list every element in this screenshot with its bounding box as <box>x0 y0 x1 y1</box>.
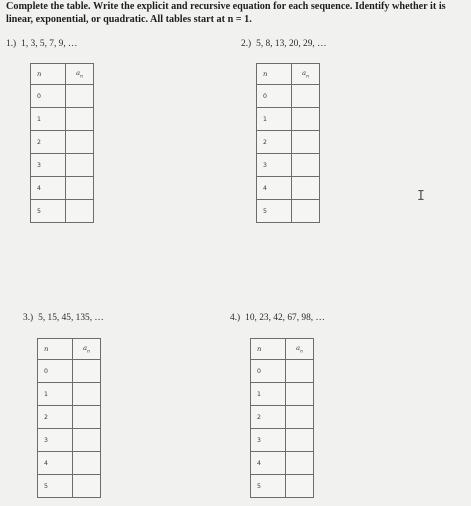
problem-3-table <box>37 338 101 498</box>
answer-cell[interactable] <box>66 131 94 154</box>
problem-sequence: 1, 3, 5, 7, 9, … <box>21 39 78 49</box>
answer-cell[interactable] <box>292 85 320 108</box>
answer-cell[interactable] <box>73 360 101 383</box>
row-n: 1 <box>31 108 66 131</box>
row-n: 2 <box>257 131 292 154</box>
row-n: 1 <box>257 108 292 131</box>
answer-cell[interactable] <box>66 108 94 131</box>
row-n: 4 <box>251 452 286 475</box>
answer-cell[interactable] <box>286 383 314 406</box>
answer-cell[interactable] <box>292 200 320 223</box>
answer-cell[interactable] <box>73 383 101 406</box>
row-n: 2 <box>38 406 73 429</box>
header-an: $a_n$ <box>73 339 101 360</box>
problem-1-table <box>30 63 94 223</box>
row-n: 3 <box>251 429 286 452</box>
row-n: 0 <box>251 360 286 383</box>
problem-number: 2.) <box>241 39 252 49</box>
row-n: 3 <box>31 154 66 177</box>
answer-cell[interactable] <box>73 452 101 475</box>
problem-2-label <box>241 39 326 49</box>
row-n: 5 <box>251 475 286 498</box>
answer-cell[interactable] <box>286 475 314 498</box>
answer-cell[interactable] <box>292 154 320 177</box>
problem-sequence: 5, 8, 13, 20, 29, … <box>256 39 327 49</box>
text-cursor-icon: I <box>417 189 425 204</box>
answer-cell[interactable] <box>286 429 314 452</box>
answer-cell[interactable] <box>292 131 320 154</box>
problem-3-label <box>23 313 104 323</box>
answer-cell[interactable] <box>73 429 101 452</box>
row-n: 2 <box>31 131 66 154</box>
answer-cell[interactable] <box>73 406 101 429</box>
header-n: n <box>251 339 286 360</box>
header-an: $a_n$ <box>292 64 320 85</box>
answer-cell[interactable] <box>66 154 94 177</box>
problem-number: 4.) <box>230 313 241 323</box>
answer-cell[interactable] <box>292 108 320 131</box>
row-n: 1 <box>38 383 73 406</box>
problem-4-table <box>250 338 314 498</box>
answer-cell[interactable] <box>66 200 94 223</box>
header-n: n <box>257 64 292 85</box>
row-n: 2 <box>251 406 286 429</box>
row-n: 5 <box>38 475 73 498</box>
problem-1-label <box>6 39 77 49</box>
problem-sequence: 5, 15, 45, 135, … <box>38 313 104 323</box>
header-an: $a_n$ <box>66 64 94 85</box>
row-n: 4 <box>31 177 66 200</box>
answer-cell[interactable] <box>286 452 314 475</box>
answer-cell[interactable] <box>66 85 94 108</box>
header-n: n <box>38 339 73 360</box>
problem-number: 3.) <box>23 313 34 323</box>
row-n: 5 <box>257 200 292 223</box>
answer-cell[interactable] <box>66 177 94 200</box>
problem-4-label <box>230 313 325 323</box>
row-n: 3 <box>257 154 292 177</box>
answer-cell[interactable] <box>292 177 320 200</box>
instructions: Complete the table. Write the explicit and recursive equation for each sequence. Identify whether it is linear, exponential, or quadratic. All tables start at n = 1. <box>6 1 446 25</box>
problem-sequence: 10, 23, 42, 67, 98, … <box>245 313 325 323</box>
problem-2-table <box>256 63 320 223</box>
problem-number: 1.) <box>6 39 17 49</box>
row-n: 0 <box>38 360 73 383</box>
row-n: 4 <box>38 452 73 475</box>
row-n: 5 <box>31 200 66 223</box>
answer-cell[interactable] <box>286 360 314 383</box>
answer-cell[interactable] <box>286 406 314 429</box>
header-an: $a_n$ <box>286 339 314 360</box>
row-n: 3 <box>38 429 73 452</box>
header-n: n <box>31 64 66 85</box>
row-n: 0 <box>257 85 292 108</box>
row-n: 4 <box>257 177 292 200</box>
answer-cell[interactable] <box>73 475 101 498</box>
row-n: 1 <box>251 383 286 406</box>
row-n: 0 <box>31 85 66 108</box>
